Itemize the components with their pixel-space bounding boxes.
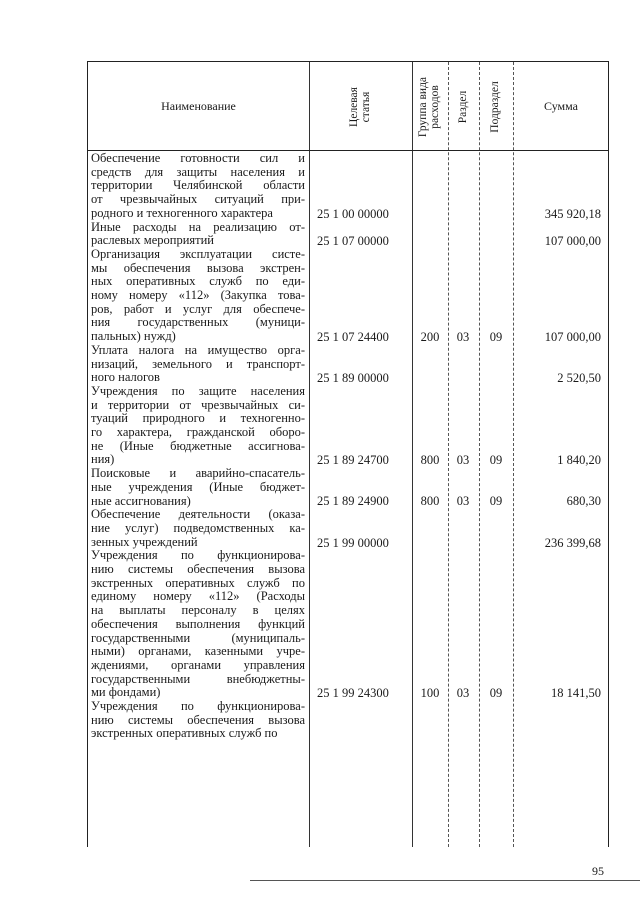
row-name-line: экстренных оперативных служб по <box>91 576 305 590</box>
row-name-line: не (Иные бюджетные ассигнова- <box>91 439 305 453</box>
row-name-line: ров, работ и услуг для обеспече- <box>91 302 305 316</box>
header-section: Раздел <box>457 90 469 124</box>
row-expense-group: 800 <box>420 494 440 509</box>
row-subsection: 09 <box>489 330 503 345</box>
row-sum: 107 000,00 <box>544 234 601 249</box>
row-sum: 107 000,00 <box>544 330 601 345</box>
row-name-line: ного налогов <box>91 371 160 385</box>
row-expense-group: 800 <box>420 453 440 468</box>
row-name <box>91 344 305 385</box>
table-row <box>88 549 608 700</box>
row-section: 03 <box>456 686 470 701</box>
row-name-line: ными) органами, казенными учре- <box>91 645 305 659</box>
row-target-article: 25 1 99 24300 <box>317 686 389 701</box>
row-subsection: 09 <box>489 686 503 701</box>
table-row <box>88 344 608 385</box>
row-target-article: 25 1 89 24700 <box>317 453 389 468</box>
row-name-line: нию системы обеспечения вызова <box>91 563 305 576</box>
row-name-line: Поисковые и аварийно-спасатель- <box>91 467 305 481</box>
row-name-line: от чрезвычайных ситуаций при- <box>91 193 305 207</box>
header-sum: Сумма <box>544 99 578 113</box>
row-section: 03 <box>456 453 470 468</box>
row-name-line: ные учреждения (Иные бюджет- <box>91 480 305 494</box>
row-expense-group: 200 <box>420 330 440 345</box>
budget-table <box>87 61 609 847</box>
row-name-line: Учреждения по функционирова- <box>91 700 305 713</box>
row-name-line: ния государственных (муници- <box>91 316 305 330</box>
row-sum: 680,30 <box>566 494 601 509</box>
row-target-article: 25 1 89 00000 <box>317 371 389 386</box>
table-row <box>88 467 608 508</box>
row-name-line: ному номеру «112» (Закупка това- <box>91 289 305 302</box>
row-name-line: единому номеру «112» (Расходы <box>91 590 305 604</box>
row-name-line: ные ассигнования) <box>91 494 191 508</box>
row-section: 03 <box>456 330 470 345</box>
row-name-line: государственными (муниципаль- <box>91 631 305 645</box>
row-target-article: 25 1 07 24400 <box>317 330 389 345</box>
row-sum: 345 920,18 <box>544 206 601 221</box>
table-row <box>88 508 608 549</box>
row-name-line: ния) <box>91 453 115 467</box>
row-section: 03 <box>456 494 470 509</box>
header-target-article: Целевая статья <box>348 87 372 127</box>
row-name <box>91 152 305 221</box>
row-name-line: родного и техногенного характера <box>91 206 273 220</box>
row-name-line: пальных) нужд) <box>91 330 176 344</box>
row-name-line: Учреждения по защите населения <box>91 384 305 398</box>
row-name-line: ние услуг) подведомственных ка- <box>91 521 305 535</box>
page-number: 95 <box>592 864 604 878</box>
table-row <box>88 385 608 467</box>
row-name <box>91 385 305 467</box>
row-name-line: раслевых мероприятий <box>91 234 214 248</box>
row-subsection: 09 <box>489 453 503 468</box>
row-name-line: мы обеспечения вызова экстрен- <box>91 261 305 275</box>
row-target-article: 25 1 00 00000 <box>317 206 389 221</box>
row-name-line: территории Челябинской области <box>91 179 305 193</box>
row-name-line: ми фондами) <box>91 686 161 700</box>
row-sum: 236 399,68 <box>544 535 601 550</box>
row-name-line: Учреждения по функционирова- <box>91 549 305 563</box>
row-name-line: средств для защиты населения и <box>91 165 305 179</box>
row-name-line: ждениями, органами управления <box>91 658 305 672</box>
table-row <box>88 248 608 344</box>
table-row <box>88 221 608 248</box>
row-sum: 1 840,20 <box>557 453 601 468</box>
row-name-line: низаций, земельного и транспорт- <box>91 357 305 371</box>
row-sum: 18 141,50 <box>551 686 601 701</box>
row-name-line: государственными внебюджетны- <box>91 672 305 686</box>
table-row <box>88 152 608 221</box>
header-subsection: Подраздел <box>489 81 501 133</box>
row-subsection: 09 <box>489 494 503 509</box>
row-name-line: зенных учреждений <box>91 535 198 549</box>
header-name: Наименование <box>161 99 236 113</box>
row-name-line: ных оперативных служб по еди- <box>91 275 305 289</box>
row-name-line: на выплаты персоналу в целях <box>91 604 305 618</box>
row-name <box>91 467 305 508</box>
table-row <box>88 700 608 741</box>
row-target-article: 25 1 89 24900 <box>317 494 389 509</box>
row-name-line: Уплата налога на имущество орга- <box>91 343 305 357</box>
row-name-line: обеспечения выполнения функций <box>91 617 305 631</box>
row-name <box>91 549 305 700</box>
row-target-article: 25 1 07 00000 <box>317 234 389 249</box>
row-name-line: экстренных оперативных служб по <box>91 727 278 741</box>
row-name-line: Обеспечение готовности сил и <box>91 152 305 165</box>
row-name-line: Обеспечение деятельности (оказа- <box>91 508 305 522</box>
row-name-line: Иные расходы на реализацию от- <box>91 220 305 234</box>
row-name <box>91 221 305 248</box>
row-name <box>91 508 305 549</box>
row-name <box>91 248 305 344</box>
row-name-line: нию системы обеспечения вызова <box>91 713 305 727</box>
row-name-line: го характера, гражданской оборо- <box>91 426 305 439</box>
row-expense-group: 100 <box>420 686 440 701</box>
row-target-article: 25 1 99 00000 <box>317 535 389 550</box>
row-name-line: и территории от чрезвычайных си- <box>91 398 305 412</box>
row-name-line: туаций природного и техногенно- <box>91 412 305 426</box>
header-expense-group: Группа вида расходов <box>417 76 441 138</box>
row-name-line: Организация эксплуатации систе- <box>91 247 305 261</box>
row-sum: 2 520,50 <box>557 371 601 386</box>
row-name <box>91 700 305 741</box>
bottom-rule <box>250 880 640 881</box>
